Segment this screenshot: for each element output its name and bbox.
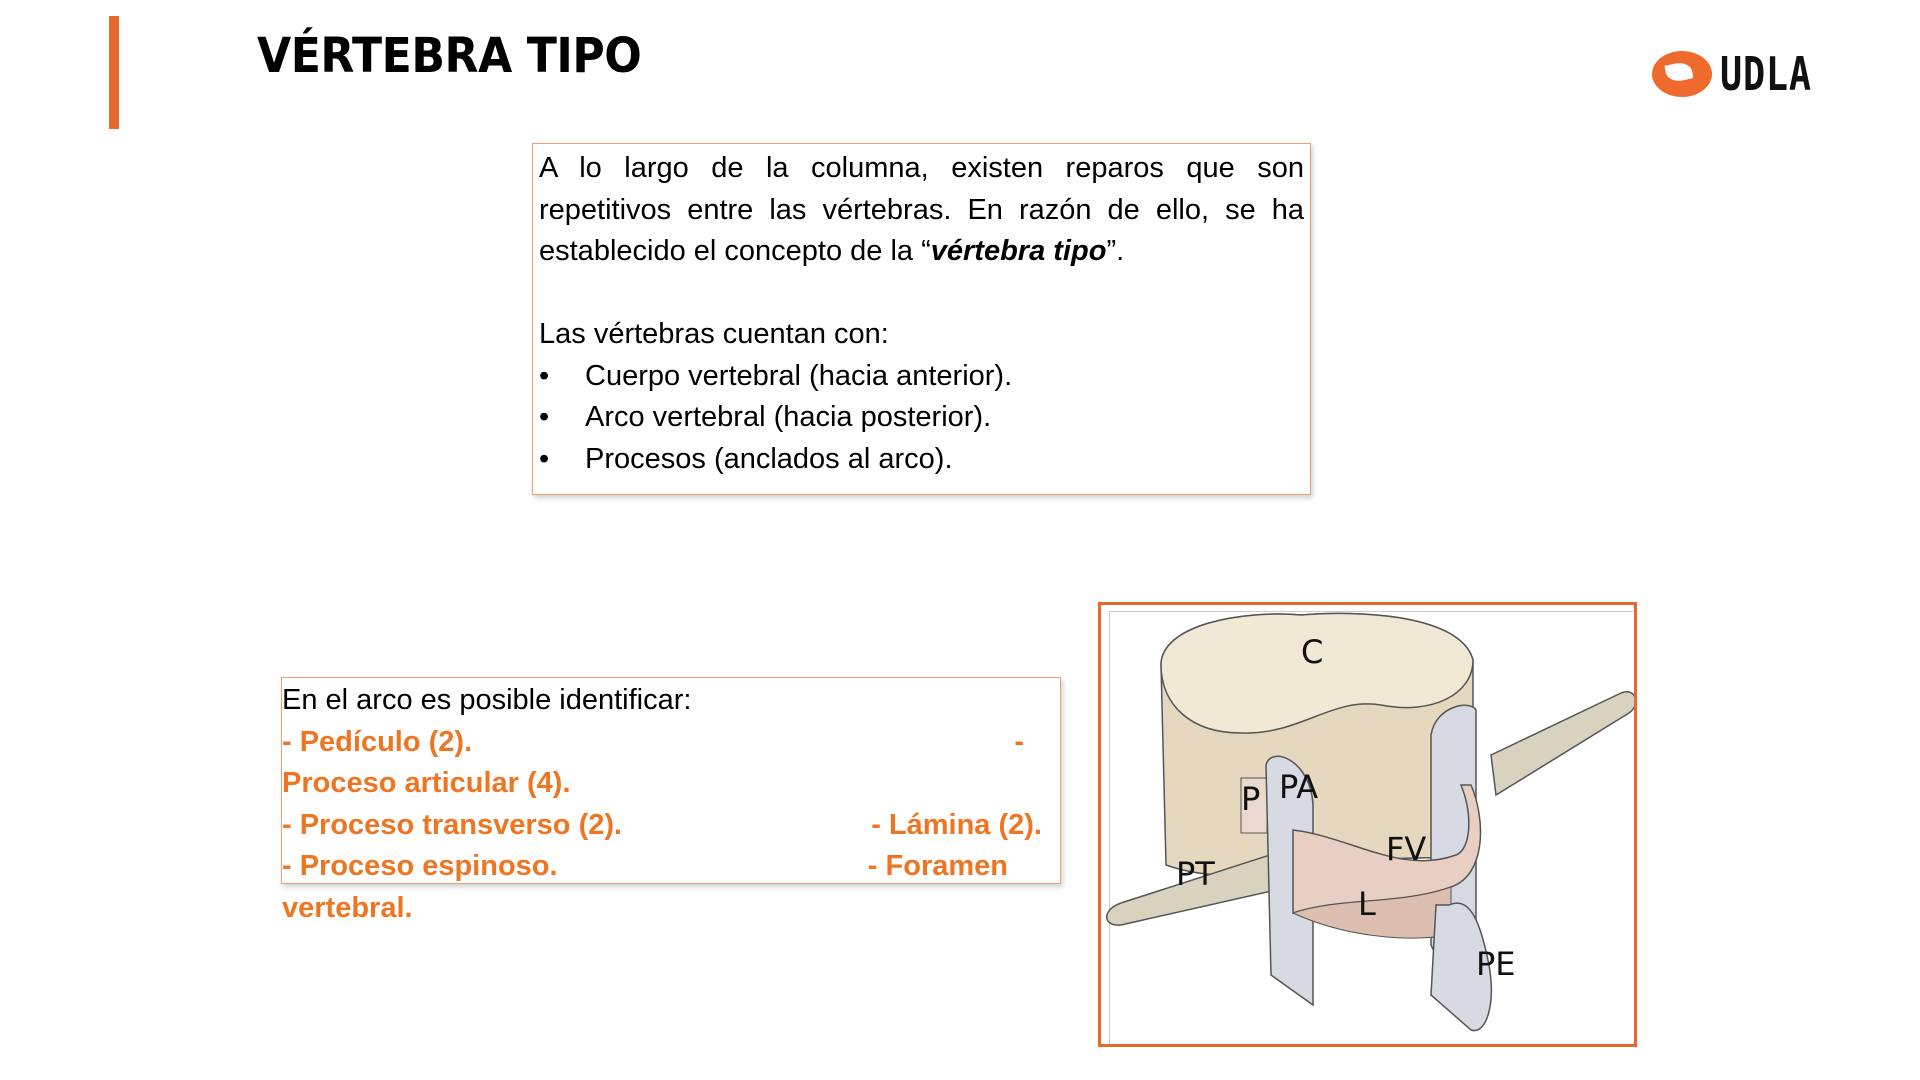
- intro-text-box: [532, 143, 1311, 495]
- label-articular-process: PA: [1279, 768, 1319, 806]
- page-title: VÉRTEBRA TIPO: [257, 28, 642, 84]
- list-item: • Cuerpo vertebral (hacia anterior).: [539, 356, 1304, 398]
- label-pedicle: P: [1241, 780, 1261, 818]
- accent-bar: [109, 16, 119, 129]
- udla-logo-icon: [1652, 51, 1712, 97]
- arch-text: [282, 680, 1042, 929]
- label-spinous-process: PE: [1476, 945, 1516, 983]
- udla-logo: [1652, 48, 1852, 100]
- component-list: [539, 356, 1304, 481]
- label-body: C: [1301, 633, 1324, 671]
- arch-item-transverse: - Proceso transverso (2).: [282, 808, 623, 841]
- label-lamina: L: [1358, 885, 1376, 923]
- arch-item-articular: Proceso articular (4).: [282, 767, 571, 799]
- arch-item-pedicle: - Pedículo (2).: [282, 725, 473, 758]
- intro-paragraph: [539, 148, 1304, 273]
- logo-text: UDLA: [1720, 47, 1812, 101]
- label-transverse-process: PT: [1176, 855, 1215, 893]
- vertebra-diagram: [1098, 602, 1637, 1047]
- arch-heading: En el arco es posible identificar:: [282, 684, 692, 716]
- list-heading: Las vértebras cuentan con:: [539, 318, 889, 350]
- vertebra-illustration: [1101, 605, 1634, 1044]
- intro-emphasis: vértebra tipo: [930, 235, 1107, 267]
- intro-text-end: ”.: [1106, 235, 1125, 267]
- arch-item-foramen-cont: vertebral.: [282, 891, 413, 924]
- arch-item-foramen: - Foramen: [867, 850, 1008, 882]
- intro-text: A lo largo de la columna, existen reparos que son repetitivos entre las vértebras. En razón de ello, se ha establecido el concepto de la “: [539, 152, 1304, 267]
- arch-item-spinous: - Proceso espinoso.: [282, 850, 558, 882]
- arch-dash: -: [1014, 725, 1024, 758]
- list-item: • Arco vertebral (hacia posterior).: [539, 397, 1304, 439]
- list-item: • Procesos (anclados al arco).: [539, 439, 1304, 481]
- label-vertebral-foramen: FV: [1386, 830, 1427, 868]
- arch-item-lamina: - Lámina (2).: [871, 808, 1042, 841]
